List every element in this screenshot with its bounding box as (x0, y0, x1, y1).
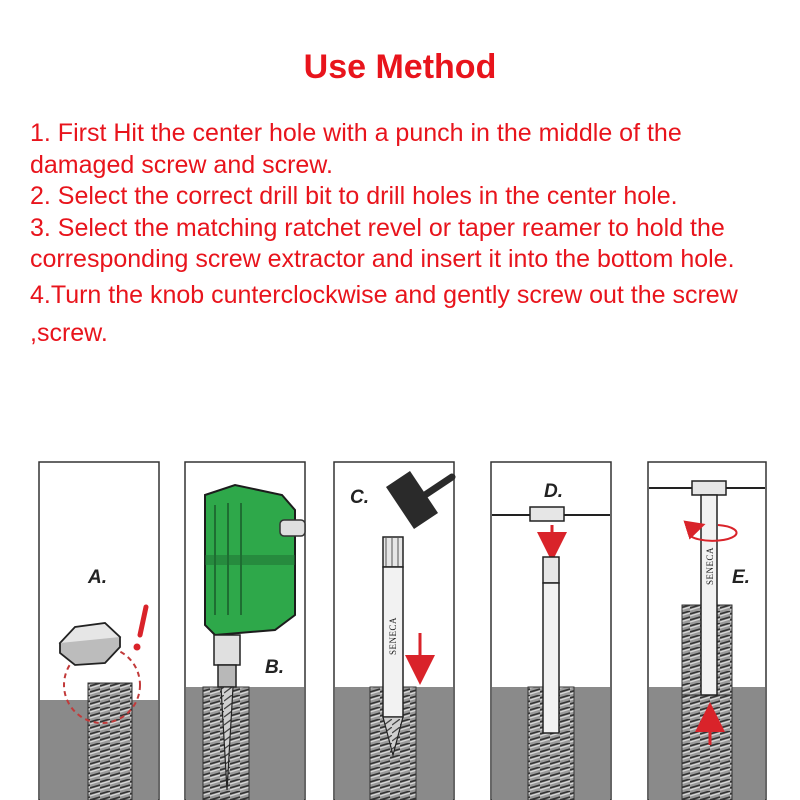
instruction-list (30, 118, 790, 352)
panel-e-label: E. (732, 567, 750, 588)
panel-c-brand: SENECA (388, 616, 398, 655)
panel-a-screw (88, 683, 132, 800)
panel-c (334, 462, 454, 800)
screw-extractor-icon (543, 557, 559, 733)
panel-a (39, 462, 159, 800)
instruction-step-2: 2. Select the correct drill bit to drill holes in the center hole. (30, 182, 678, 210)
screw-extractor-icon (383, 537, 403, 755)
panel-c-label: C. (350, 487, 369, 508)
panel-a-label: A. (88, 567, 107, 588)
panel-e (648, 462, 766, 800)
steps-illustration (0, 455, 800, 800)
panel-b (185, 462, 305, 800)
instruction-step-1: 1. First Hit the center hole with a punch in the middle of the damaged screw and screw. (30, 119, 682, 179)
screw-extractor-icon (701, 495, 717, 695)
panel-e-brand: SENECA (705, 546, 715, 585)
instruction-step-4: 4.Turn the knob cunterclockwise and gently screw out the screw ,screw. (30, 280, 738, 347)
panel-d-label: D. (544, 481, 563, 502)
instruction-step-3: 3. Select the matching ratchet revel or taper reamer to hold the corresponding screw extractor and insert it into the bottom hole. (30, 213, 735, 273)
panel-b-label: B. (265, 657, 284, 678)
page-title: Use Method (303, 48, 497, 86)
panel-d (491, 462, 611, 800)
